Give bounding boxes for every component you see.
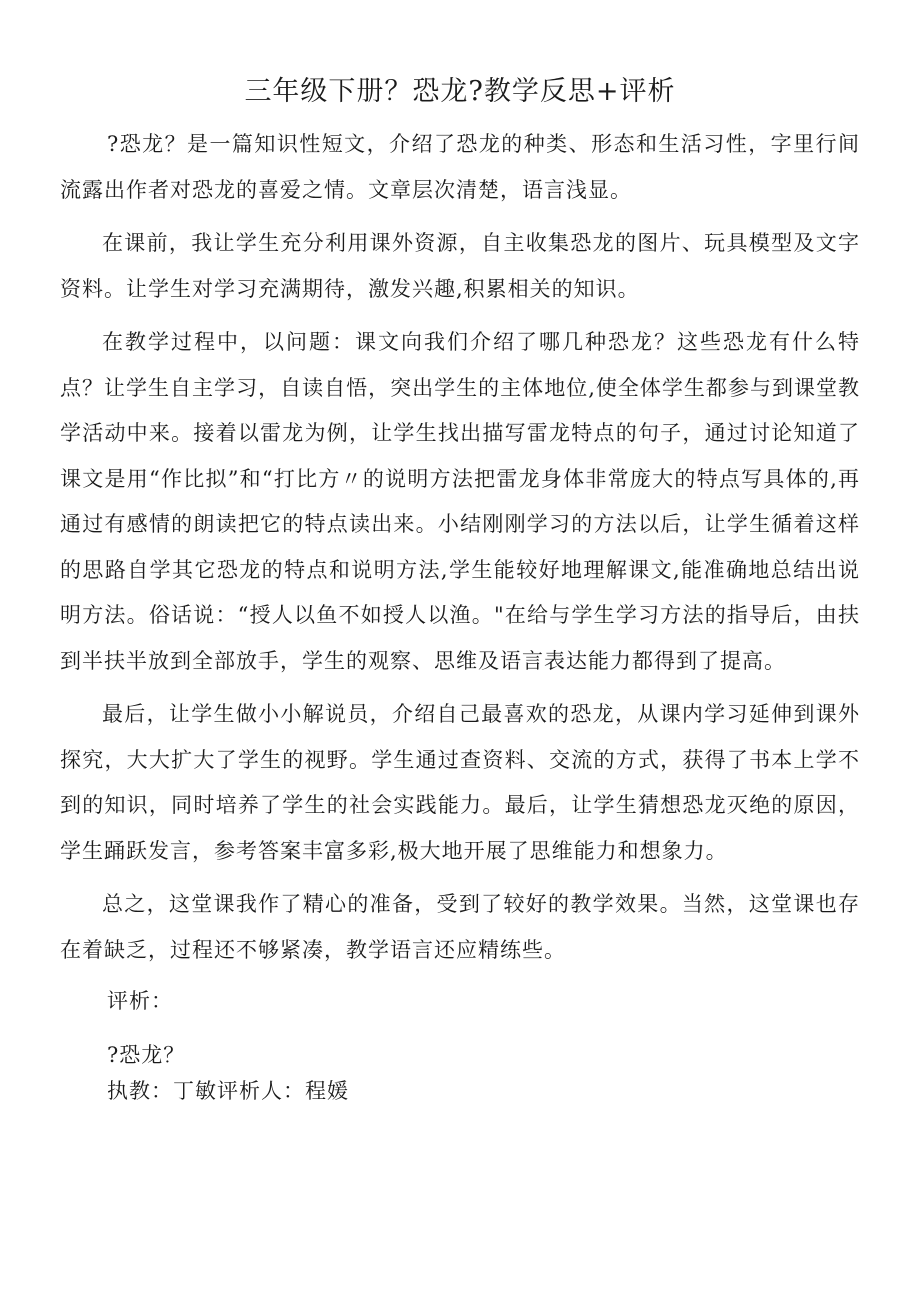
lesson-title: ?恐龙？	[107, 1043, 186, 1067]
paragraph-summary: 总之，这堂课我作了精心的准备，受到了较好的教学效果。当然，这堂课也存在着缺乏，过程还不够紧凑，教学语言还应精练些。	[60, 892, 860, 962]
credits-line: 执教：丁敏评析人：程媛	[107, 1079, 349, 1103]
paragraph-intro: ?恐龙？是一篇知识性短文，介绍了恐龙的种类、形态和生活习性，字里行间流露出作者对恐龙的喜爱之情。文章层次清楚，语言浅显。	[60, 132, 860, 202]
document-title: 三年级下册？恐龙?教学反思+评析	[244, 76, 676, 107]
paragraph-teaching-process: 在教学过程中，以问题：课文向我们介绍了哪几种恐龙？这些恐龙有什么特点？让学生自主学习，自读自悟，突出学生的主体地位,使全体学生都参与到课堂教学活动中来。接着以雷龙为例，让学生找出描写雷龙特点的句子，通过讨论知道了课文是用“作比拟”和“打比方〃的说明方法把雷龙身体非常庞大的特点写具体的,再通过有感情的朗读把它的特点读出来。小结刚刚学习的方法以后，让学生循着这样的思路自学其它恐龙的特点和说明方法,学生能较好地理解课文,能准确地总结出说明方法。俗话说：“授人以鱼不如授人以渔。"在给与学生学习方法的指导后，由扶到半扶半放到全部放手，学生的观察、思维及语言表达能力都得到了提高。	[60, 330, 860, 673]
paragraph-preparation: 在课前，我让学生充分利用课外资源，自主收集恐龙的图片、玩具模型及文字资料。让学生对学习充满期待，激发兴趣,积累相关的知识。	[60, 231, 860, 301]
paragraph-extension: 最后，让学生做小小解说员，介绍自己最喜欢的恐龙，从课内学习延伸到课外探究，大大扩大了学生的视野。学生通过查资料、交流的方式，获得了书本上学不到的知识，同时培养了学生的社会实践能力。最后，让学生猜想恐龙灭绝的原因，学生踊跃发言，参考答案丰富多彩,极大地开展了思维能力和想象力。	[60, 702, 860, 863]
review-label: 评析：	[107, 989, 173, 1013]
document-body	[60, 122, 860, 1109]
